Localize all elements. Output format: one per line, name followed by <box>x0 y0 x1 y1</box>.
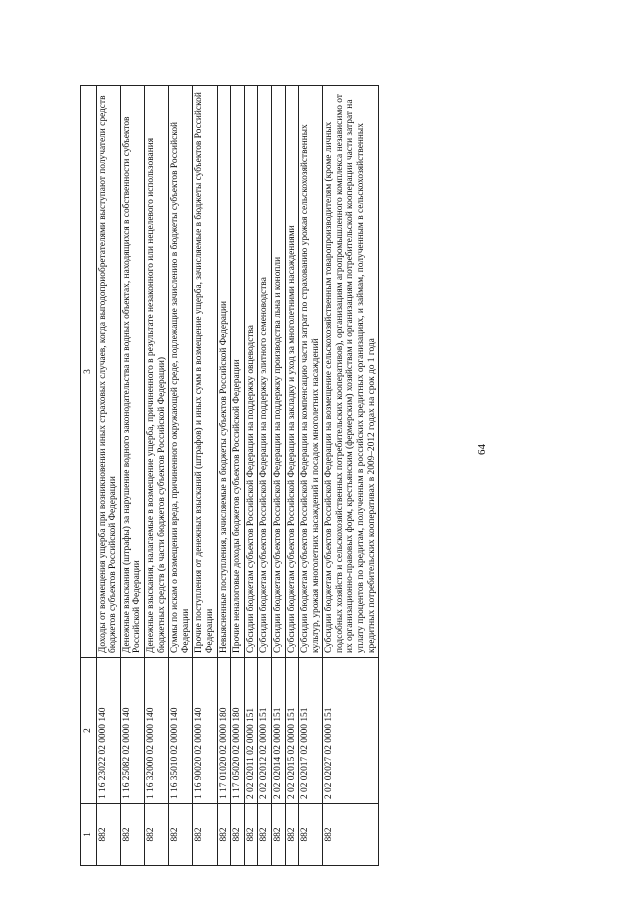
description-cell: Субсидии бюджетам субъектов Российской Федерации на поддержку элитного семеноводства <box>258 86 272 658</box>
admin-code-cell: 882 <box>244 804 258 866</box>
budget-code-cell: 1 17 05020 02 0000 180 <box>231 658 245 804</box>
description-cell: Субсидии бюджетам субъектов Российской Федерации на поддержку производства льна и конопли <box>271 86 285 658</box>
table-row <box>271 86 285 866</box>
admin-code-cell: 882 <box>96 804 120 866</box>
admin-code-cell: 882 <box>120 804 144 866</box>
description-cell: Денежные взыскания (штрафы) за нарушение водного законодательства на водных объектах, находящихся в собственности субъектов Российской Федерации <box>120 86 144 658</box>
description-cell: Прочие неналоговые доходы бюджетов субъектов Российской Федерации <box>231 86 245 658</box>
admin-code-cell: 882 <box>144 804 168 866</box>
description-cell: Суммы по искам о возмещении вреда, причиненного окружающей среде, подлежащие зачислению в бюджеты субъектов Российской Федерации <box>169 86 193 658</box>
table-row <box>120 86 144 866</box>
table-row <box>144 86 168 866</box>
table-body <box>96 86 379 866</box>
table-row <box>244 86 258 866</box>
budget-code-cell: 2 02 02011 02 0000 151 <box>244 658 258 804</box>
page-number: 64 <box>476 444 488 455</box>
description-cell: Прочие поступления от денежных взысканий (штрафов) и иных сумм в возмещение ущерба, зачисляемые в бюджеты субъектов Российской Федерации <box>193 86 217 658</box>
budget-code-cell: 1 16 35010 02 0000 140 <box>169 658 193 804</box>
description-cell: Субсидии бюджетам субъектов Российской Федерации на закладку и уход за многолетними насаждениями <box>285 86 299 658</box>
admin-code-cell: 882 <box>285 804 299 866</box>
table-row <box>169 86 193 866</box>
description-cell: Доходы от возмещения ущерба при возникновении иных страховых случаев, когда выгодоприобретателями выступают получатели средств бюджетов субъектов Российской Федерации <box>96 86 120 658</box>
admin-code-cell: 882 <box>271 804 285 866</box>
budget-code-cell: 2 02 02027 02 0000 151 <box>323 658 379 804</box>
budget-code-cell: 1 16 25082 02 0000 140 <box>120 658 144 804</box>
table-row <box>299 86 323 866</box>
budget-code-cell: 2 02 02015 02 0000 151 <box>285 658 299 804</box>
admin-code-cell: 882 <box>323 804 379 866</box>
table-row <box>285 86 299 866</box>
budget-code-cell: 1 16 90020 02 0000 140 <box>193 658 217 804</box>
budget-code-cell: 2 02 02017 02 0000 151 <box>299 658 323 804</box>
admin-code-cell: 882 <box>258 804 272 866</box>
table-row <box>231 86 245 866</box>
description-cell: Субсидии бюджетам субъектов Российской Федерации на возмещение сельскохозяйственным товаропроизводителям (кроме личных подсобных хозяйств и сельскохозяйственных потребительских кооперативов), организациям агропромышленного комплекса независимо от их организационно-правовых форм, крестьянским (фермерским) хозяйствам и организациям потребительской кооперации части затрат на уплату процентов по кредитам, полученным в российских кредитных организациях, и займам, полученным в сельскохозяйственных кредитных потребительских кооперативах в 2009–2012 годах на срок до 1 года <box>323 86 379 658</box>
admin-code-cell: 882 <box>299 804 323 866</box>
table-header-row <box>81 86 97 866</box>
admin-code-cell: 882 <box>193 804 217 866</box>
table-row <box>217 86 231 866</box>
header-col-3: 3 <box>81 86 97 658</box>
budget-code-cell: 2 02 02014 02 0000 151 <box>271 658 285 804</box>
table-row <box>193 86 217 866</box>
table-row <box>96 86 120 866</box>
admin-code-cell: 882 <box>217 804 231 866</box>
table-row <box>258 86 272 866</box>
description-cell: Субсидии бюджетам субъектов Российской Федерации на поддержку овцеводства <box>244 86 258 658</box>
admin-code-cell: 882 <box>231 804 245 866</box>
description-cell: Невыясненные поступления, зачисляемые в бюджеты субъектов Российской Федерации <box>217 86 231 658</box>
description-cell: Субсидии бюджетам субъектов Российской Федерации на компенсацию части затрат по страхованию урожая сельскохозяйственных культур, урожая многолетних насаждений и посадок многолетних насаждений <box>299 86 323 658</box>
budget-code-cell: 1 17 01020 02 0000 180 <box>217 658 231 804</box>
header-col-2: 2 <box>81 658 97 804</box>
admin-code-cell: 882 <box>169 804 193 866</box>
table-row <box>323 86 379 866</box>
budget-code-cell: 1 16 23022 02 0000 140 <box>96 658 120 804</box>
revenue-codes-table <box>80 85 379 866</box>
budget-code-cell: 1 16 32000 02 0000 140 <box>144 658 168 804</box>
rotated-table-frame <box>80 86 552 866</box>
budget-code-cell: 2 02 02012 02 0000 151 <box>258 658 272 804</box>
description-cell: Денежные взыскания, налагаемые в возмещение ущерба, причиненного в результате незаконного или нецелевого использования бюджетных средств (в части бюджетов субъектов Российской Федерации) <box>144 86 168 658</box>
header-col-1: 1 <box>81 804 97 866</box>
